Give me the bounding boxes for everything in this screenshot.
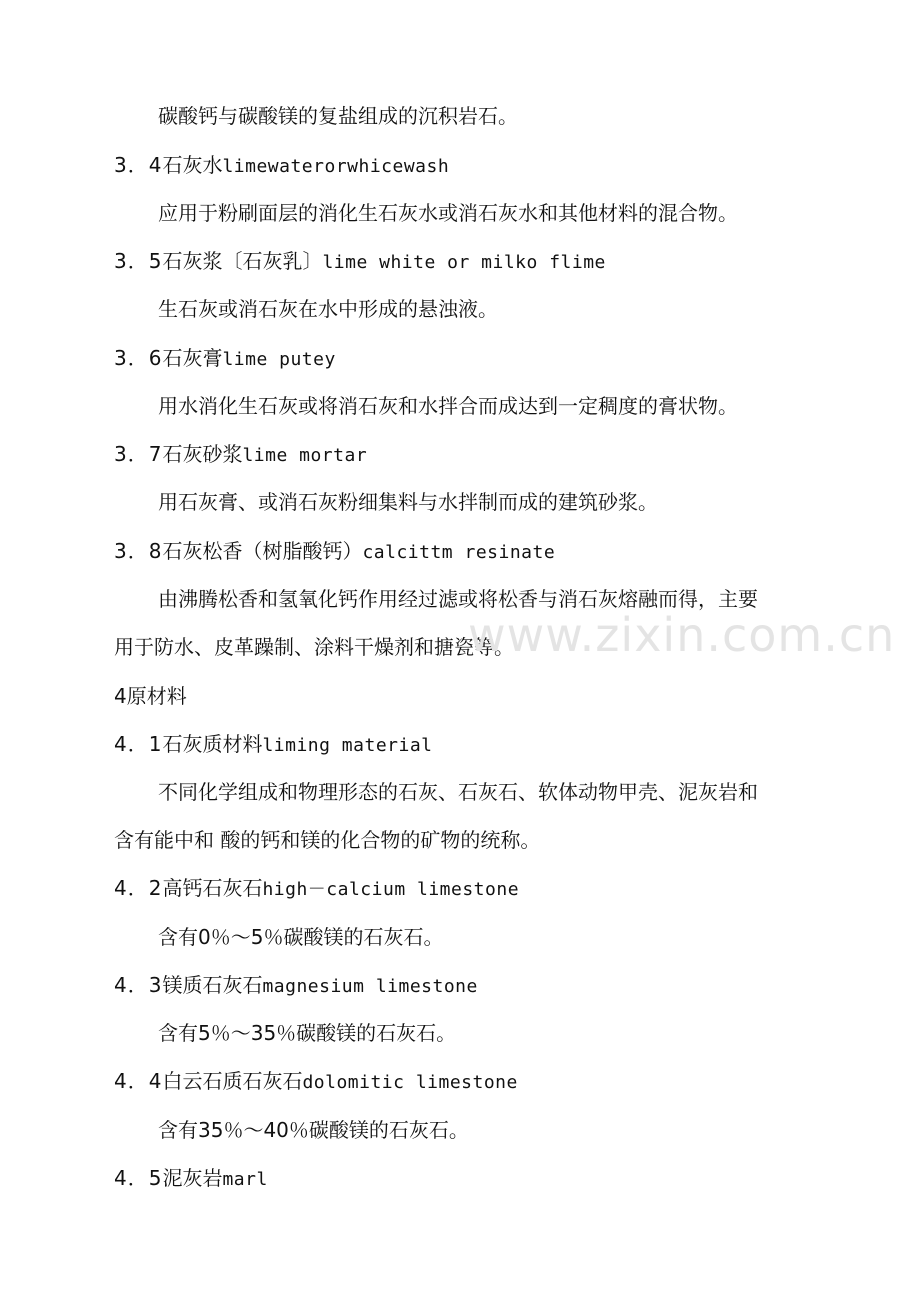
- term-heading-3-7: [114, 442, 367, 468]
- term-english: liming material: [262, 735, 433, 756]
- term-chinese: 石灰松香（树脂酸钙）: [162, 539, 363, 563]
- term-chinese: 石灰膏: [162, 346, 223, 370]
- term-number: 3．4: [114, 153, 163, 177]
- definition-text-continued: 用于防水、皮革躁制、涂料干燥剂和搪瓷等。: [114, 635, 514, 659]
- term-number: 4．3: [114, 973, 163, 997]
- term-number: 3．8: [114, 539, 163, 563]
- term-chinese: 石灰浆〔石灰乳〕: [162, 249, 323, 273]
- term-heading-4-5: [114, 1166, 268, 1192]
- term-heading-3-5: [114, 249, 606, 275]
- term-heading-3-6: [114, 346, 336, 372]
- term-chinese: 高钙石灰石: [162, 876, 263, 900]
- term-english: magnesium limestone: [262, 976, 478, 997]
- term-number: 3．6: [114, 346, 163, 370]
- section-heading-4: 4原材料: [114, 684, 187, 708]
- definition-text-continued: 含有能中和 酸的钙和镁的化合物的矿物的统称。: [114, 828, 541, 852]
- term-number: 4．4: [114, 1069, 163, 1093]
- definition-text: 用水消化生石灰或将消石灰和水拌合而成达到一定稠度的膏状物。: [158, 394, 738, 418]
- term-english: dolomitic limestone: [302, 1072, 518, 1093]
- term-english: lime white or milko flime: [322, 252, 606, 273]
- watermark: www.zixin.com.cn: [468, 608, 896, 662]
- term-chinese: 石灰砂浆: [162, 442, 243, 466]
- definition-text: 含有0％～5％碳酸镁的石灰石。: [158, 925, 444, 949]
- term-english: marl: [222, 1169, 268, 1190]
- term-chinese: 石灰质材料: [162, 732, 263, 756]
- term-chinese: 泥灰岩: [162, 1166, 223, 1190]
- term-number: 3．7: [114, 442, 163, 466]
- term-english: limewaterorwhicewash: [222, 156, 450, 177]
- term-number: 4．5: [114, 1166, 163, 1190]
- term-heading-4-4: [114, 1069, 518, 1095]
- term-chinese: 石灰水: [162, 153, 223, 177]
- definition-text: 碳酸钙与碳酸镁的复盐组成的沉积岩石。: [158, 104, 518, 128]
- definition-text: 由沸腾松香和氢氧化钙作用经过滤或将松香与消石灰熔融而得，主要: [158, 587, 758, 611]
- term-chinese: 白云石质石灰石: [162, 1069, 303, 1093]
- term-english: calcittm resinate: [362, 542, 556, 563]
- term-number: 4．2: [114, 876, 163, 900]
- term-heading-4-3: [114, 973, 478, 999]
- term-heading-4-1: [114, 732, 433, 758]
- definition-text: 应用于粉刷面层的消化生石灰水或消石灰水和其他材料的混合物。: [158, 201, 738, 225]
- term-chinese: 镁质石灰石: [162, 973, 263, 997]
- term-english: high－calcium limestone: [262, 879, 520, 900]
- term-heading-3-8: [114, 539, 555, 565]
- term-number: 3．5: [114, 249, 163, 273]
- term-heading-4-2: [114, 876, 519, 902]
- definition-text: 生石灰或消石灰在水中形成的悬浊液。: [158, 297, 498, 321]
- definition-text: 含有35％～40％碳酸镁的石灰石。: [158, 1118, 469, 1142]
- definition-text: 含有5％～35％碳酸镁的石灰石。: [158, 1021, 457, 1045]
- term-english: lime putey: [222, 349, 336, 370]
- term-heading-3-4: [114, 153, 449, 179]
- term-number: 4．1: [114, 732, 163, 756]
- definition-text: 用石灰膏、或消石灰粉细集料与水拌制而成的建筑砂浆。: [158, 490, 658, 514]
- term-english: lime mortar: [242, 445, 368, 466]
- definition-text: 不同化学组成和物理形态的石灰、石灰石、软体动物甲壳、泥灰岩和: [158, 780, 758, 804]
